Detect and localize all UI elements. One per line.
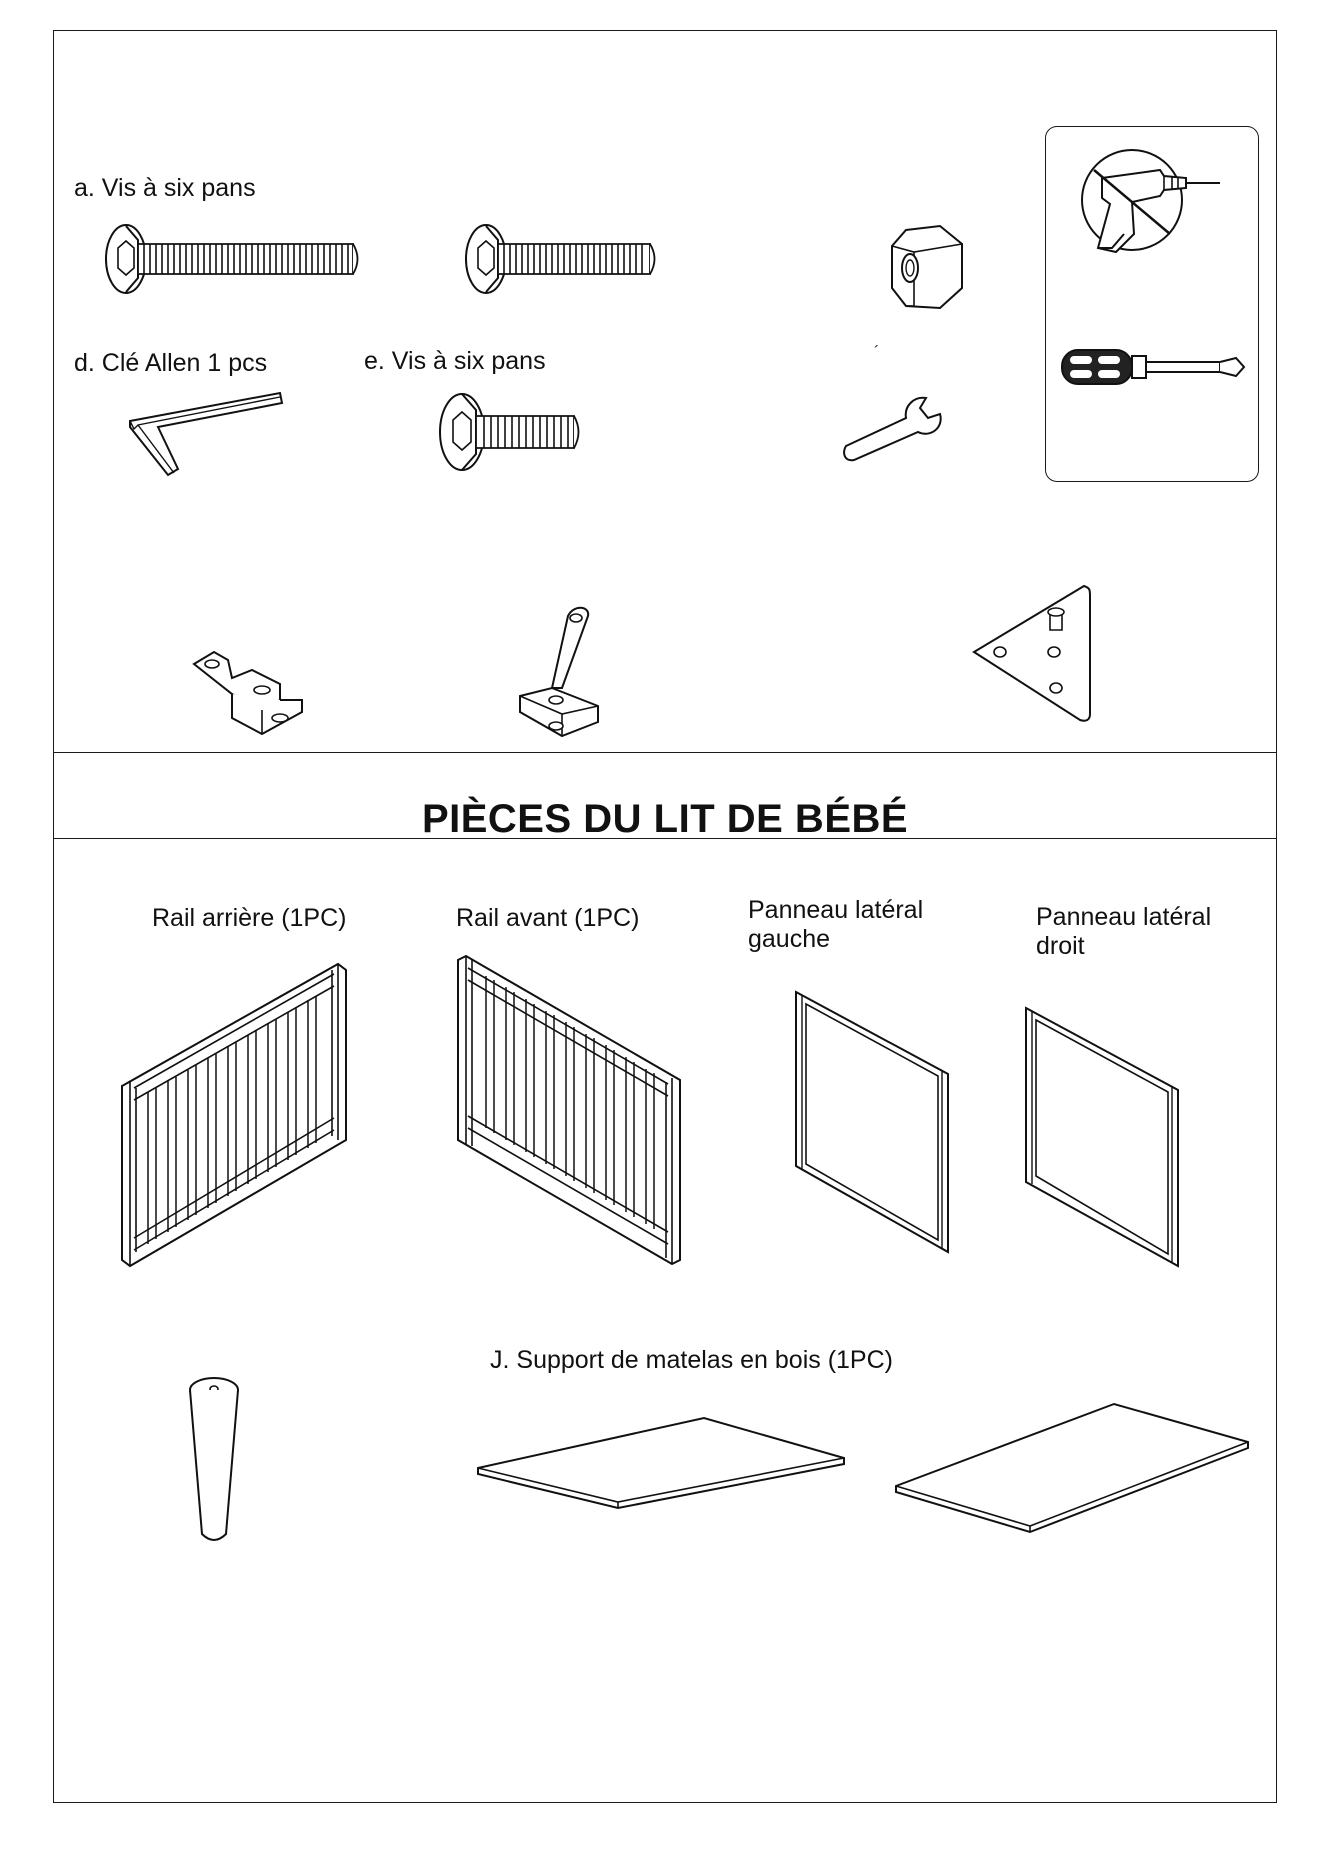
rail-front-drawing [456,956,682,1266]
divider-top [53,752,1277,753]
section-title: PIÈCES DU LIT DE BÉBÉ [421,797,909,841]
allen-key-icon [128,385,288,477]
bracket-l-icon [518,604,618,748]
screwdriver-icon [1058,346,1248,388]
hex-screw-short-icon [438,390,588,474]
hex-nut-icon [888,222,968,314]
label-rail-back: Rail arrière (1PC) [152,904,347,932]
mattress-board-2-drawing [894,1402,1250,1534]
label-panel-right: Panneau latéral droit [1036,903,1212,960]
panel-right-drawing [1024,1004,1180,1270]
label-hex-screw-e: e. Vis à six pans [364,347,546,375]
hex-screw-long-icon [104,222,364,296]
bracket-z-icon [192,640,318,740]
triangle-plate-icon [972,586,1102,722]
wrench-icon [840,394,950,464]
label-rail-front: Rail avant (1PC) [456,904,640,932]
hex-screw-medium-icon [464,222,664,296]
label-mattress-support: J. Support de matelas en bois (1PC) [490,1346,893,1374]
rail-back-drawing [120,960,346,1270]
panel-left-drawing [794,990,950,1256]
label-allen-key-d: d. Clé Allen 1 pcs [74,349,268,377]
mattress-board-1-drawing [476,1416,848,1510]
label-panel-left: Panneau latéral gauche [748,896,924,953]
crib-leg-drawing [186,1376,242,1546]
stray-mark: ´ [874,344,880,361]
no-power-drill-icon [1080,148,1230,258]
label-hex-screw-a: a. Vis à six pans [74,174,256,202]
